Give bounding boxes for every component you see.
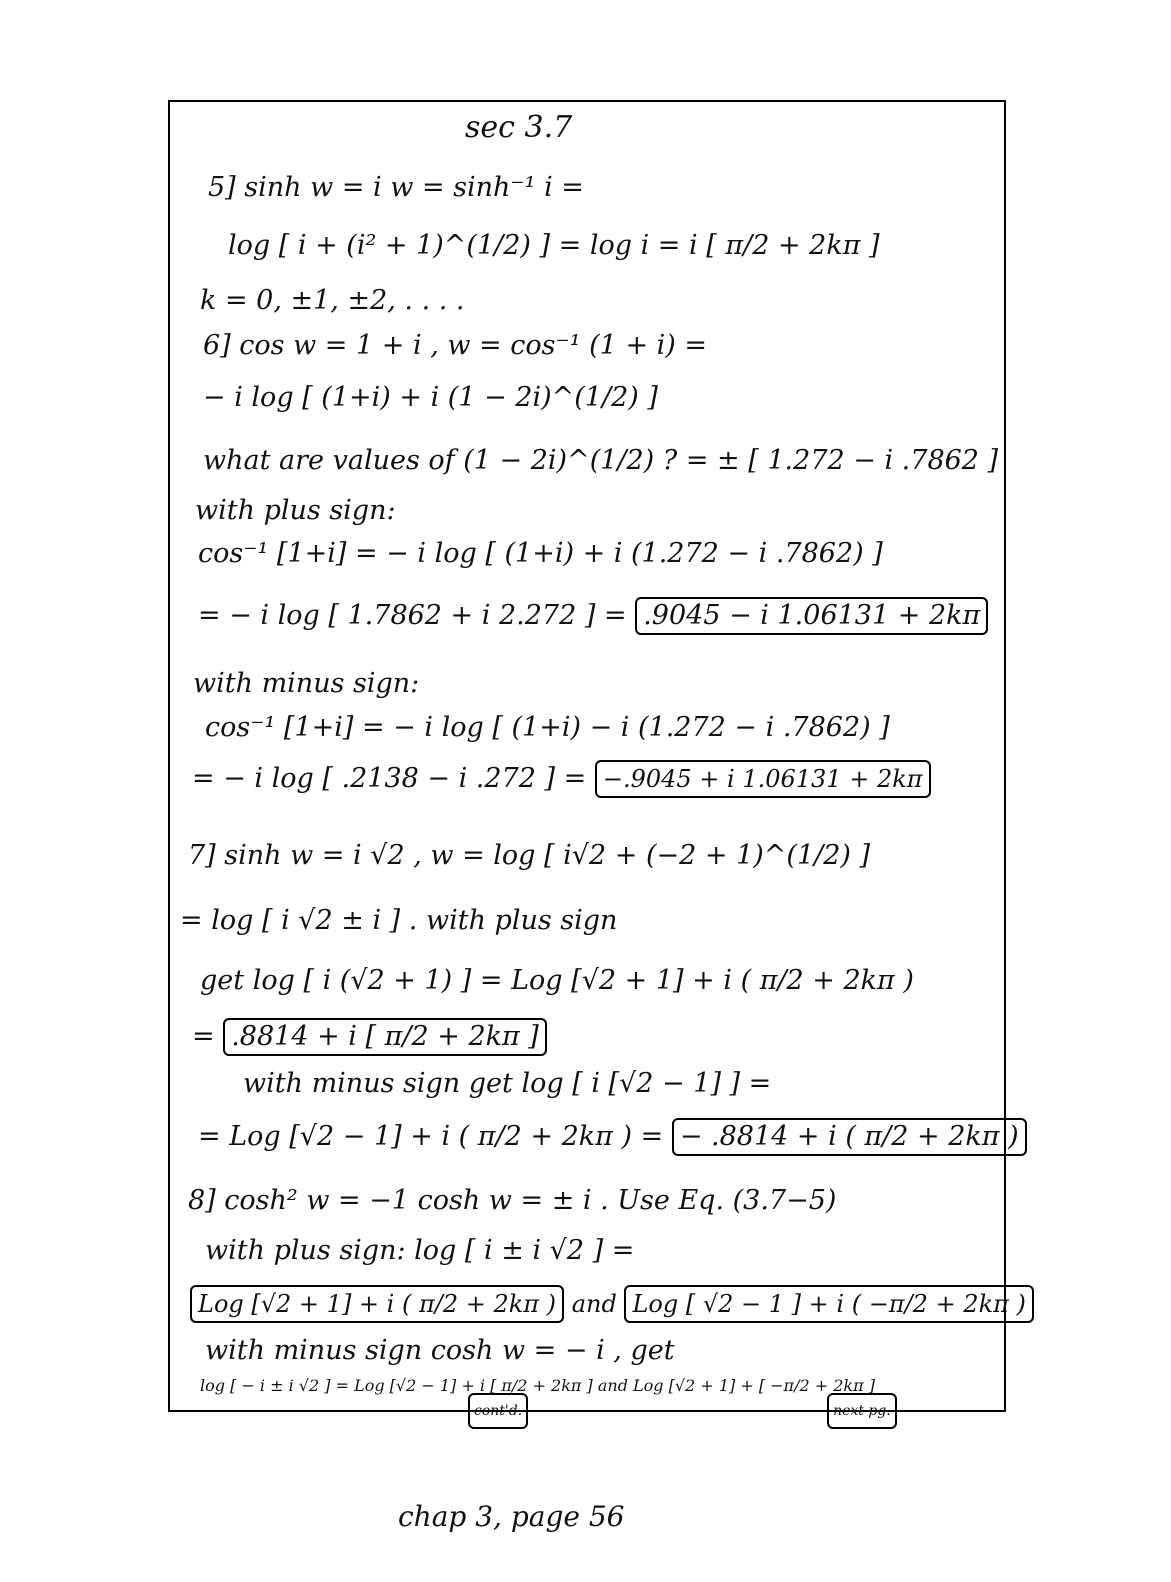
problem-7-line-4 <box>192 1018 547 1056</box>
problem-5-line-1: 5] sinh w = i w = sinh⁻¹ i = <box>208 172 584 203</box>
problem-7-equals: = <box>192 1021 215 1052</box>
problem-8-line-4: with minus sign cosh w = − i , get <box>205 1335 675 1366</box>
page-footer: chap 3, page 56 <box>398 1500 625 1533</box>
problem-6-minus-line-2 <box>192 760 931 798</box>
next-page-note: next pg. <box>827 1393 897 1429</box>
problem-6-minus-expression: = − i log [ .2138 − i .272 ] = <box>192 763 587 794</box>
problem-6-minus-line-1: cos⁻¹ [1+i] = − i log [ (1+i) − i (1.272 − i .7862) ] <box>205 712 890 743</box>
problem-7-line-3: get log [ i (√2 + 1) ] = Log [√2 + 1] + i ( π/2 + 2kπ ) <box>200 965 914 996</box>
problem-6-plus-line-2 <box>198 597 988 635</box>
and-word: and <box>571 1290 617 1318</box>
problem-8-line-3 <box>190 1285 1034 1323</box>
problem-6-plus-expression: = − i log [ 1.7862 + i 2.272 ] = <box>198 600 627 631</box>
problem-7-minus-line: with minus sign get log [ i [√2 − 1] ] = <box>243 1068 772 1099</box>
problem-7-line-2: = log [ i √2 ± i ] . with plus sign <box>180 905 618 936</box>
answer-box-7-plus: .8814 + i [ π/2 + 2kπ ] <box>223 1018 547 1056</box>
problem-6-line-2: − i log [ (1+i) + i (1 − 2i)^(1/2) ] <box>203 382 658 413</box>
problem-7-line-6 <box>198 1118 1027 1156</box>
problem-6-minus-heading: with minus sign: <box>193 668 420 699</box>
section-heading: sec 3.7 <box>465 110 573 145</box>
answer-box-6-plus: .9045 − i 1.06131 + 2kπ <box>635 597 988 635</box>
problem-5-line-3: k = 0, ±1, ±2, . . . . <box>200 285 465 316</box>
answer-box-8-plus-2: Log [ √2 − 1 ] + i ( −π/2 + 2kπ ) <box>624 1285 1033 1323</box>
problem-6-line-1: 6] cos w = 1 + i , w = cos⁻¹ (1 + i) = <box>203 330 708 361</box>
problem-6-plus-heading: with plus sign: <box>195 495 396 526</box>
answer-box-8-plus-1: Log [√2 + 1] + i ( π/2 + 2kπ ) <box>190 1285 564 1323</box>
problem-7-line-1: 7] sinh w = i √2 , w = log [ i√2 + (−2 + 1)^(1/2) ] <box>188 840 871 871</box>
problem-6-line-3: what are values of (1 − 2i)^(1/2) ? = ± [ 1.272 − i .7862 ] <box>203 445 999 476</box>
problem-8-line-1: 8] cosh² w = −1 cosh w = ± i . Use Eq. (3.7−5) <box>188 1185 837 1216</box>
problem-5-line-2: log [ i + (i² + 1)^(1/2) ] = log i = i [ π/2 + 2kπ ] <box>228 230 880 261</box>
problem-8-line-6 <box>468 1393 897 1429</box>
problem-8-line-2: with plus sign: log [ i ± i √2 ] = <box>205 1235 635 1266</box>
problem-6-plus-line-1: cos⁻¹ [1+i] = − i log [ (1+i) + i (1.272 − i .7862) ] <box>198 538 883 569</box>
contd-note: cont'd. <box>468 1393 528 1429</box>
answer-box-6-minus: −.9045 + i 1.06131 + 2kπ <box>595 760 931 798</box>
problem-8-line-5: log [ − i ± i √2 ] = Log [√2 − 1] + i [ π/2 + 2kπ ] and Log [√2 + 1] + [ −π/2 + 2kπ ] <box>200 1376 875 1395</box>
answer-box-7-minus: − .8814 + i ( π/2 + 2kπ ) <box>672 1118 1027 1156</box>
problem-7-minus-expression: = Log [√2 − 1] + i ( π/2 + 2kπ ) = <box>198 1121 664 1152</box>
